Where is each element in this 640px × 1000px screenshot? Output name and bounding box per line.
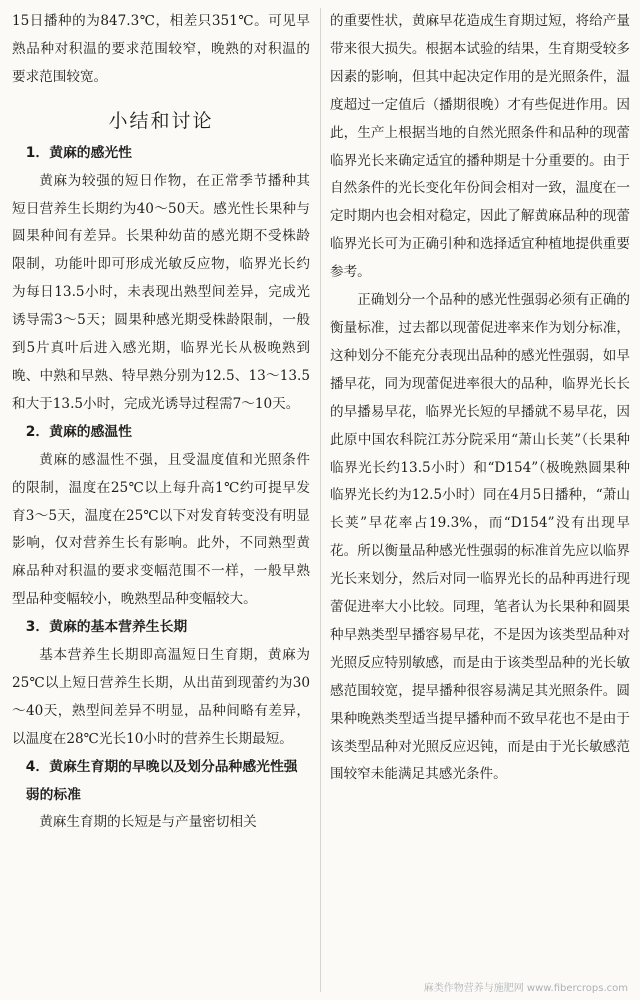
- right-column: [330, 8, 630, 994]
- heading-basic-vegetative-period: 3．黄麻的基本营养生长期: [25, 619, 188, 636]
- column-divider: [320, 8, 321, 992]
- paragraph-thermosensitivity: 黄麻的感温性不强，且受温度值和光照条件的限制，温度在25℃以上每升高1℃约可提早发育3～5天，温度在25℃以下对发育转变没有明显影响，仅对营养生长有影响。此外，不同熟型黄麻品种对积温的要求变幅范围不一样，一般早熟型品种变幅较小，晚熟型品种变幅较大。: [12, 451, 310, 608]
- section-title: 小结和讨论: [108, 109, 214, 132]
- paragraph-classification-standard: 正确划分一个品种的感光性强弱必须有正确的衡量标准，过去都以现蕾促进率来作为划分标准，这种划分不能充分表现出品种的感光性强弱，如早播早花，同为现蕾促进率很大的品种，临界光长长的早播易早花，临界光长短的早播就不易早花，因此原中国农科院江苏分院采用“萧山长荚”（长果种临界光长约13.5小时）和“D154”（极晚熟圆果种临界光长约为12.5小时）同在4月5日播种，“萧山长荚”早花率占19.3%，而“D154”没有出现早花。所以衡量品种感光性强弱的标准首先应以临界光长来划分，然后对同一临界光长的品种再进行现蕾促进率大小比较。同理，笔者认为长果种和圆果种早熟类型早播容易早花，不是因为该类型品种对光照反应特别敏感，而是由于该类型品种的光长敏感范围较宽，提早播种很容易满足其光照条件。圆果种晚熟类型适当提早播种而不致早花也不是由于该类型品种对光照反应迟钝，而是由于光长敏感范围较窄未能满足其感光条件。: [330, 292, 630, 783]
- site-watermark: 麻类作物营养与施肥网 www.fibercrops.com: [423, 983, 628, 994]
- paper-page: [12, 8, 630, 994]
- paragraph-photoperiod: 黄麻为较强的短日作物，在正常季节播种其短日营养生长期约为40～50天。感光性长果种与圆果种间有差异。长果种幼苗的感光期不受株龄限制，功能叶即可形成光敏反应物，临界光长约为每日13.5小时，未表现出熟型间差异，完成光诱导需3～5天；圆果种感光期受株龄限制，一般到5片真叶后进入感光期，临界光长从极晚熟到晚、中熟和早熟、特早熟分别为12.5、13～13.5和大于13.5小时，完成光诱导过程需7～10天。: [12, 172, 310, 412]
- heading-growth-period-criteria: 4．黄麻生育期的早晚以及划分品种感光性强弱的标准: [25, 758, 298, 803]
- paragraph-growth-period-start: 黄麻生育期的长短是与产量密切相关: [39, 814, 257, 831]
- paragraph-basic-vegetative-period: 基本营养生长期即高温短日生育期，黄麻为25℃以上短日营养生长期，从出苗到现蕾约为30～40天，熟型间差异不明显，品种间略有差异，以温度在28℃光长10小时的营养生长期最短。: [12, 647, 310, 747]
- heading-thermosensitivity: 2．黄麻的感温性: [25, 423, 132, 440]
- intro-paragraph: 15日播种的为847.3℃，相差只351℃。可见早熟品种对积温的要求范围较窄，晚熟的对积温的要求范围较宽。: [12, 13, 310, 85]
- paragraph-growth-period-cont: 的重要性状，黄麻早花造成生育期过短，将给产量带来很大损失。根据本试验的结果，生育期受较多因素的影响，但其中起决定作用的是光照条件，温度超过一定值后（播期很晚）才有些促进作用。因此，生产上根据当地的自然光照条件和品种的现蕾临界光长来确定适宜的播种期是十分重要的。由于自然条件的光长变化年份间会相对一致，温度在一定时期内也会相对稳定，因此了解黄麻品种的现蕾临界光长可为正确引种和选择适宜种植地提供重要参考。: [330, 13, 630, 281]
- left-column: [12, 8, 310, 994]
- heading-photoperiod: 1．黄麻的感光性: [25, 144, 132, 161]
